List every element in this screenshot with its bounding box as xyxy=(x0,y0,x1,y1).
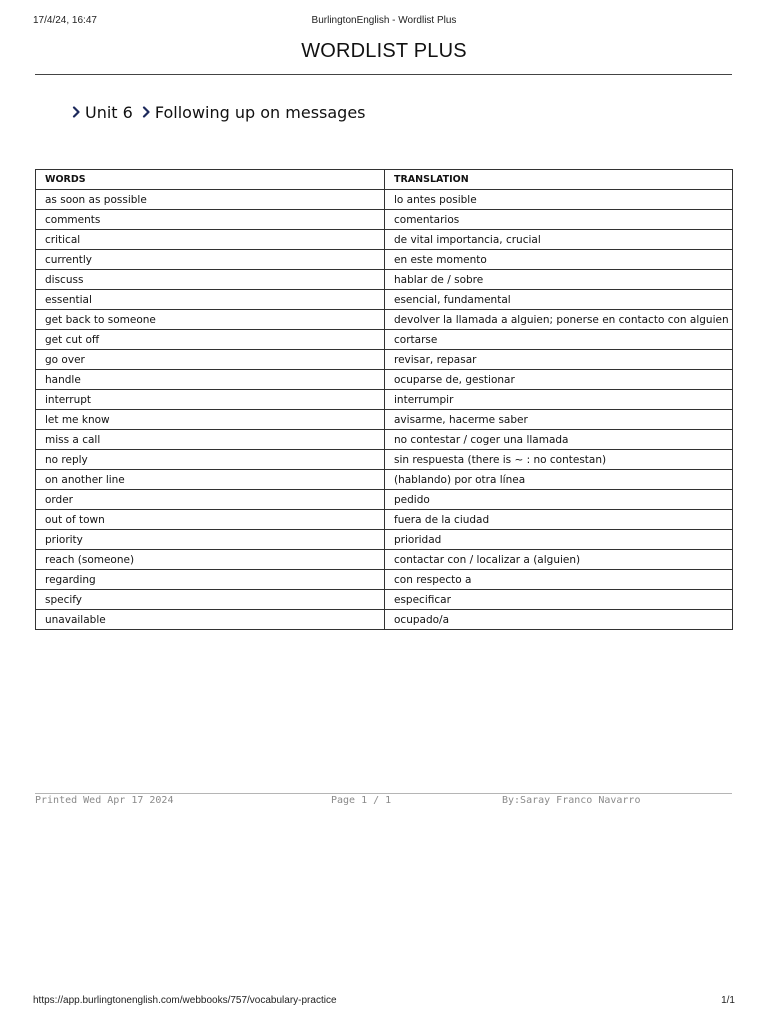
translation-cell: comentarios xyxy=(385,210,733,230)
translation-cell: hablar de / sobre xyxy=(385,270,733,290)
word-cell: on another line xyxy=(36,470,385,490)
word-cell: currently xyxy=(36,250,385,270)
word-cell: miss a call xyxy=(36,430,385,450)
translation-cell: contactar con / localizar a (alguien) xyxy=(385,550,733,570)
translation-cell: en este momento xyxy=(385,250,733,270)
table-row xyxy=(36,490,733,510)
table-row xyxy=(36,390,733,410)
printed-date: Printed Wed Apr 17 2024 xyxy=(35,795,174,806)
translation-cell: (hablando) por otra línea xyxy=(385,470,733,490)
translation-cell: lo antes posible xyxy=(385,190,733,210)
word-cell: essential xyxy=(36,290,385,310)
chevron-right-icon xyxy=(72,106,81,118)
translation-cell: esencial, fundamental xyxy=(385,290,733,310)
translation-cell: avisarme, hacerme saber xyxy=(385,410,733,430)
word-cell: handle xyxy=(36,370,385,390)
breadcrumb-item-lesson[interactable] xyxy=(142,103,366,122)
word-cell: out of town xyxy=(36,510,385,530)
print-page-count: 1/1 xyxy=(721,995,735,1006)
word-cell: reach (someone) xyxy=(36,550,385,570)
translation-cell: fuera de la ciudad xyxy=(385,510,733,530)
table-row xyxy=(36,190,733,210)
table-row xyxy=(36,370,733,390)
print-document-title: BurlingtonEnglish - Wordlist Plus xyxy=(311,15,457,26)
table-row xyxy=(36,570,733,590)
column-header-words: WORDS xyxy=(36,170,385,190)
word-cell: comments xyxy=(36,210,385,230)
word-cell: priority xyxy=(36,530,385,550)
word-cell: get back to someone xyxy=(36,310,385,330)
word-cell: interrupt xyxy=(36,390,385,410)
chevron-right-icon xyxy=(142,106,151,118)
translation-cell: revisar, repasar xyxy=(385,350,733,370)
translation-cell: con respecto a xyxy=(385,570,733,590)
table-row xyxy=(36,310,733,330)
print-datetime: 17/4/24, 16:47 xyxy=(33,15,97,26)
translation-cell: cortarse xyxy=(385,330,733,350)
translation-cell: especificar xyxy=(385,590,733,610)
table-row xyxy=(36,530,733,550)
word-cell: order xyxy=(36,490,385,510)
table-row xyxy=(36,210,733,230)
footer-divider xyxy=(35,793,732,794)
page-footer xyxy=(35,795,732,809)
word-cell: go over xyxy=(36,350,385,370)
breadcrumb-item-unit[interactable] xyxy=(72,103,133,122)
word-cell: specify xyxy=(36,590,385,610)
breadcrumb-label: Unit 6 xyxy=(85,102,133,122)
translation-cell: ocupado/a xyxy=(385,610,733,630)
translation-cell: de vital importancia, crucial xyxy=(385,230,733,250)
word-cell: critical xyxy=(36,230,385,250)
breadcrumb xyxy=(72,101,366,123)
table-row xyxy=(36,430,733,450)
table-row xyxy=(36,330,733,350)
page-title: WORDLIST PLUS xyxy=(301,40,467,62)
table-row xyxy=(36,350,733,370)
title-divider xyxy=(35,74,732,75)
wordlist-body xyxy=(36,190,733,630)
column-header-translation: TRANSLATION xyxy=(385,170,733,190)
translation-cell: sin respuesta (there is ~ : no contestan) xyxy=(385,450,733,470)
table-row xyxy=(36,230,733,250)
table-row xyxy=(36,250,733,270)
table-row xyxy=(36,450,733,470)
table-row xyxy=(36,410,733,430)
table-row xyxy=(36,550,733,570)
table-row xyxy=(36,290,733,310)
translation-cell: ocuparse de, gestionar xyxy=(385,370,733,390)
table-row xyxy=(36,590,733,610)
translation-cell: pedido xyxy=(385,490,733,510)
print-header xyxy=(33,15,735,29)
word-cell: get cut off xyxy=(36,330,385,350)
breadcrumb-label: Following up on messages xyxy=(154,102,366,122)
word-cell: as soon as possible xyxy=(36,190,385,210)
print-footer xyxy=(33,995,735,1009)
word-cell: unavailable xyxy=(36,610,385,630)
word-cell: let me know xyxy=(36,410,385,430)
word-cell: regarding xyxy=(36,570,385,590)
word-cell: no reply xyxy=(36,450,385,470)
table-row xyxy=(36,270,733,290)
table-header-row xyxy=(36,170,733,190)
wordlist-table xyxy=(35,169,733,630)
table-row xyxy=(36,470,733,490)
translation-cell: no contestar / coger una llamada xyxy=(385,430,733,450)
translation-cell: prioridad xyxy=(385,530,733,550)
table-row xyxy=(36,510,733,530)
page-number: Page 1 / 1 xyxy=(331,795,392,806)
translation-cell: devolver la llamada a alguien; ponerse en contacto con alguien xyxy=(385,310,733,330)
print-url: https://app.burlingtonenglish.com/webbooks/757/vocabulary-practice xyxy=(33,995,337,1006)
table-row xyxy=(36,610,733,630)
word-cell: discuss xyxy=(36,270,385,290)
translation-cell: interrumpir xyxy=(385,390,733,410)
author-credit: By:Saray Franco Navarro xyxy=(502,795,641,806)
